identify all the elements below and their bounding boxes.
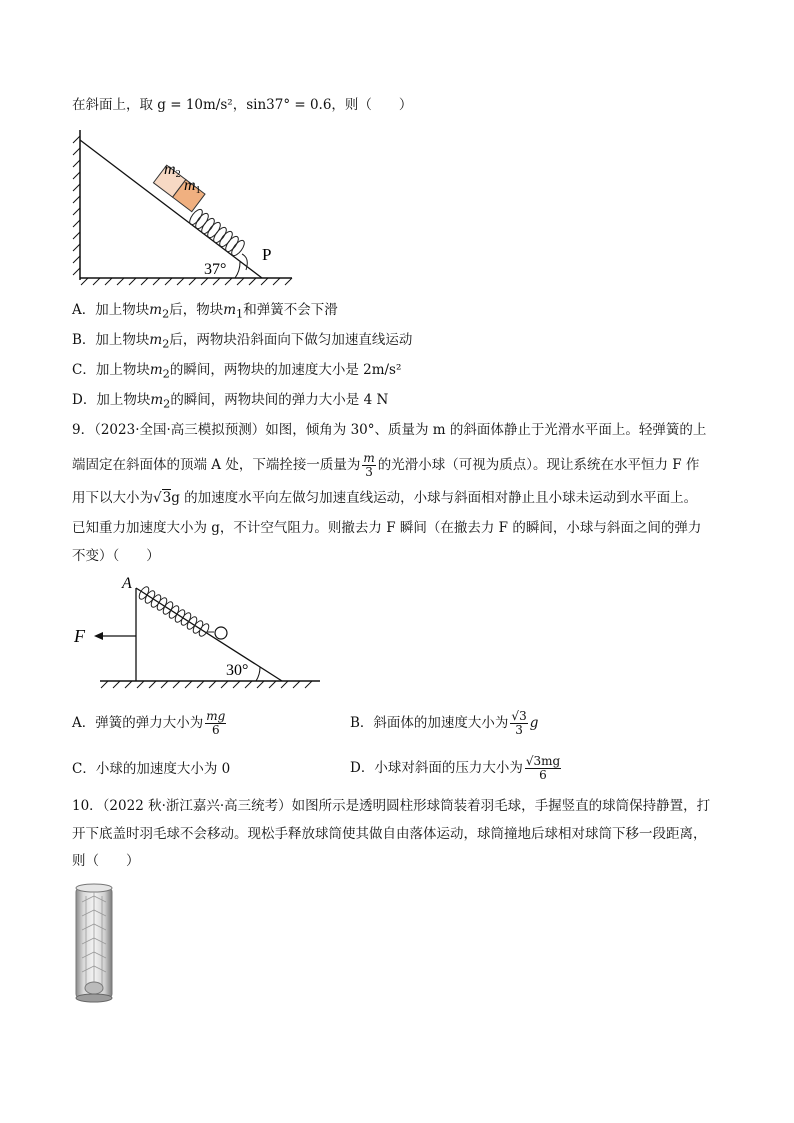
q10-stem-line1: 10．（2022 秋·浙江嘉兴·高三统考）如图所示是透明圆柱形球筒装着羽毛球，手握竖直的球筒保持静置，打 [72, 798, 711, 814]
q9-stem-line1: 9．（2023·全国·高三模拟预测）如图，倾角为 30°、质量为 m 的斜面体静止于光滑水平面上。轻弹簧的上 [72, 422, 707, 438]
q8-point-p-label: P [262, 245, 272, 264]
q9-stem-line2: 端固定在斜面体的顶端 A 处，下端拴接一质量为 $\frac{m}{3}$ 的光滑小球（可视为质点）。现让系统在水平恒力 F 作 [72, 451, 700, 479]
q8-option-a: A．加上物块$m_2$后，物块$m_1$和弹簧不会下滑 [72, 302, 338, 321]
q10-stem-line3: 则（ ） [72, 853, 140, 869]
q8-incline-figure [70, 128, 300, 288]
q8-stem-tail: 在斜面上，取 g = 10m/s²，sin37° = 0.6，则（ ） [72, 97, 413, 113]
q9-wedge-figure [70, 575, 330, 693]
q9-option-a: A．弹簧的弹力大小为 $\frac{mg}{6}$ [72, 709, 226, 737]
q9-option-d: D．小球对斜面的压力大小为 $\frac{√3mg}{6}$ [350, 754, 561, 782]
q8-m1-label: m1 [184, 177, 201, 196]
q9-stem-line3: 用下以大小为√3g 的加速度水平向左做匀加速直线运动，小球与斜面相对静止且小球未运动到水平面上。 [72, 490, 698, 506]
q8-option-d: D．加上物块$m_2$的瞬间，两物块间的弹力大小是 4 N [72, 392, 389, 411]
q9-option-b: B．斜面体的加速度大小为 $\frac{√3}{3}$ g [350, 709, 539, 737]
q8-angle-label: 37° [204, 261, 227, 278]
q10-stem-line2: 开下底盖时羽毛球不会移动。现松手释放球筒使其做自由落体运动，球筒撞地后球相对球筒下移一段距离， [72, 826, 707, 842]
q9-stem-line4: 已知重力加速度大小为 g，不计空气阻力。则撤去力 F 瞬间（在撤去力 F 的瞬间，小球与斜面之间的弹力 [72, 520, 702, 536]
q8-option-b: B．加上物块$m_2$后，两物块沿斜面向下做匀加速直线运动 [72, 332, 413, 351]
q8-m2-label: m2 [164, 161, 181, 180]
q9-angle-label: 30° [226, 662, 249, 679]
q9-force-f-label: F [74, 626, 85, 646]
q8-option-c: C．加上物块$m_2$的瞬间，两物块的加速度大小是 2m/s² [72, 362, 402, 381]
q10-shuttlecock-tube-image [74, 882, 114, 1004]
q9-stem-line5: 不变）（ ） [72, 548, 160, 564]
q9-point-a-label: A [122, 575, 132, 592]
q9-option-c: C．小球的加速度大小为 0 [72, 761, 231, 777]
